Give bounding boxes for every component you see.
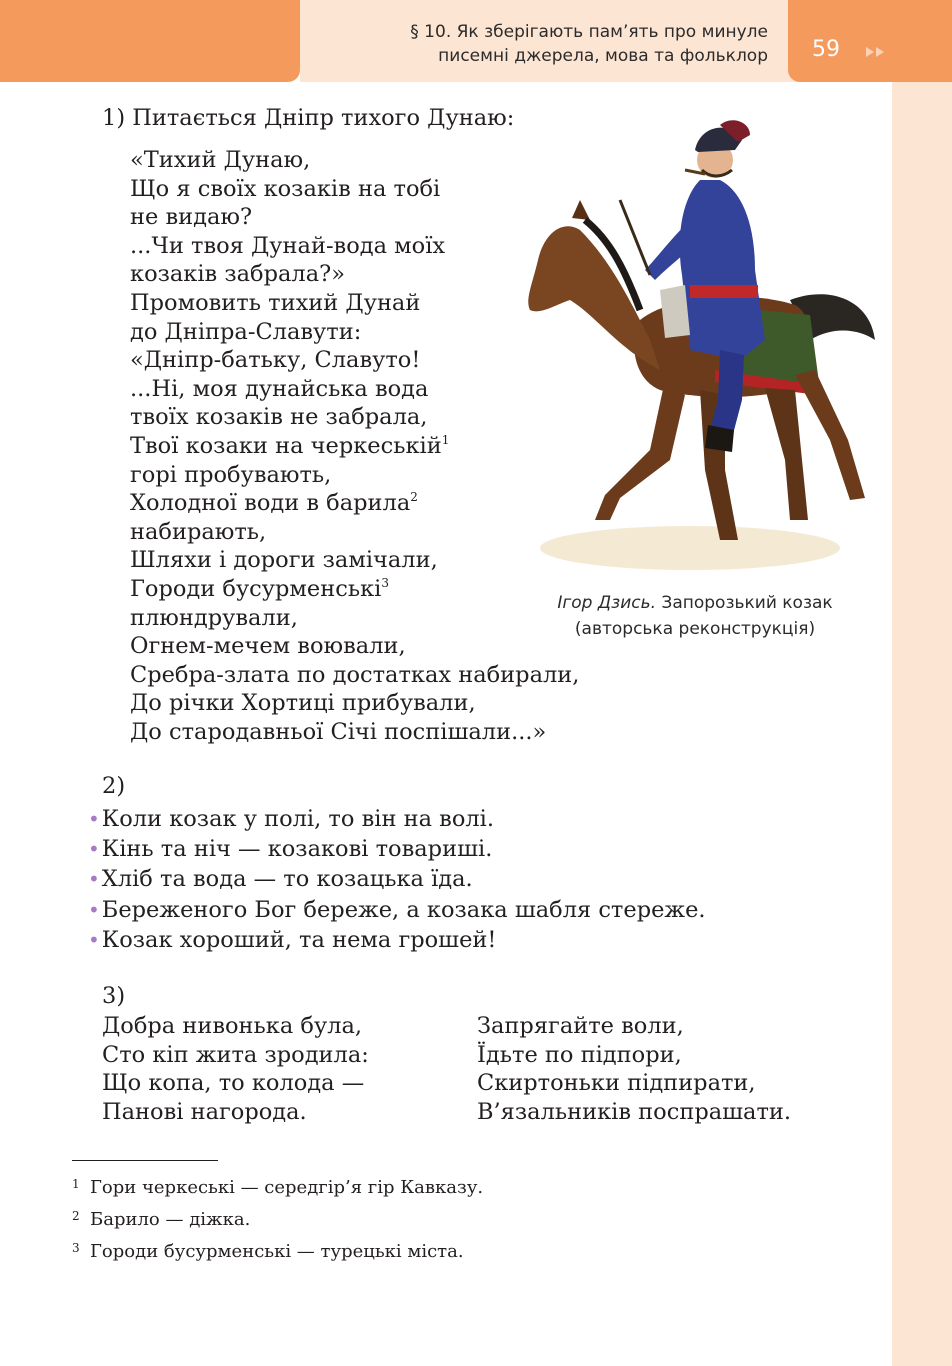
verse-line: Сто кіп жита зродила:	[102, 1041, 369, 1068]
verse-line: Добра нивонька була,	[102, 1013, 363, 1039]
caption-title: Запорозький козак	[661, 593, 833, 613]
verse-left-column	[102, 1012, 369, 1126]
poem-line: набирають,	[130, 518, 267, 545]
verse-line: Що копа, то колода —	[102, 1070, 365, 1097]
poem-line: Промовить тихий Дунай	[130, 289, 421, 316]
footnote-text: Барило — діжка.	[90, 1209, 251, 1230]
poem-line-text: Твої козаки на черкеській	[130, 432, 442, 459]
footnote-mark: 1	[441, 432, 450, 447]
poem-line: Що я своїх козаків на тобі	[130, 175, 441, 202]
double-arrow-right-icon[interactable]	[864, 44, 894, 60]
verse-line: Панові нагорода.	[102, 1098, 307, 1125]
footnote-text: Городи бусурменські — турецькі міста.	[90, 1241, 464, 1262]
proverb-text: Хліб та вода — то козацька їда.	[101, 866, 473, 893]
verse-line: Скиртоньки підпирати,	[477, 1070, 756, 1097]
verse-right-column	[477, 1012, 791, 1126]
section3-heading: 3)	[102, 983, 126, 1009]
poem-line: «Дніпр-батьку, Славуто!	[130, 347, 421, 374]
poem-line: «Тихий Дунаю,	[130, 147, 311, 173]
poem-line-text: Городи бусурменські	[130, 575, 382, 602]
bullet-icon: •	[88, 837, 100, 862]
proverb-text: Береженого Бог береже, а козака шабля стереже.	[101, 896, 706, 923]
poem-line-text: Холодної води в барила	[130, 490, 411, 517]
footnote-divider	[72, 1160, 218, 1161]
footnote-number: 3	[72, 1241, 80, 1255]
section2-heading: 2)	[102, 773, 126, 799]
list-item	[88, 834, 706, 864]
poem-line: козаків забрала?»	[130, 261, 345, 288]
list-item	[88, 804, 706, 834]
poem-line: Шляхи і дороги замічали,	[130, 547, 438, 574]
chapter-title-line2: писемні джерела, мова та фольклор	[438, 46, 768, 66]
chapter-title	[348, 20, 768, 68]
list-item	[88, 895, 706, 925]
proverb-text: Кінь та ніч — козакові товариші.	[101, 836, 493, 863]
side-strip	[892, 0, 952, 1366]
cossack-illustration	[510, 100, 890, 580]
poem-line: До стародавньої Січі поспішали...»	[130, 718, 547, 745]
footnote-number: 1	[72, 1177, 80, 1191]
poem-line: горі пробувають,	[130, 461, 332, 488]
header-accent-bar	[0, 0, 300, 82]
poem-line: до Дніпра-Славути:	[130, 318, 362, 345]
footnote	[72, 1234, 483, 1266]
footnote-text: Гори черкеські — середгір’я гір Кавказу.	[90, 1177, 484, 1198]
poem-line: плюндрували,	[130, 604, 298, 631]
proverb-list	[88, 804, 706, 955]
chapter-title-line1: § 10. Як зберігають пам’ять про минуле	[410, 22, 768, 42]
verse-line: Їдьте по підпори,	[477, 1041, 682, 1068]
bullet-icon: •	[88, 927, 100, 952]
poem-line: не видаю?	[130, 204, 253, 231]
footnote	[72, 1202, 483, 1234]
caption-author: Ігор Дзись.	[557, 593, 657, 613]
bullet-icon: •	[88, 807, 100, 831]
footnote	[72, 1170, 483, 1202]
footnote-mark: 3	[381, 575, 389, 590]
poem-line: Огнем-мечем воювали,	[130, 633, 406, 660]
poem-line: твоїх козаків не забрала,	[130, 404, 428, 431]
caption-line1	[540, 590, 850, 616]
proverb-text: Коли козак у полі, то він на волі.	[101, 806, 495, 832]
caption-note: (авторська реконструкція)	[574, 619, 816, 639]
poem-line: ...Чи твоя Дунай-вода моїх	[130, 232, 446, 259]
list-item	[88, 925, 706, 955]
footnotes	[72, 1170, 483, 1266]
verse-line: Запрягайте воли,	[477, 1013, 684, 1039]
proverb-text: Козак хороший, та нема грошей!	[101, 926, 497, 953]
illustration-caption	[540, 590, 850, 642]
bullet-icon: •	[88, 897, 100, 922]
footnote-number: 2	[72, 1209, 80, 1223]
poem-line: До річки Хортиці прибували,	[130, 690, 476, 717]
poem-line: ...Ні, моя дунайська вода	[130, 375, 429, 402]
poem-line: Сребра-злата по достатках набирали,	[130, 661, 580, 688]
verse-line: В’язальників поспрашати.	[477, 1098, 792, 1125]
bullet-icon: •	[88, 867, 100, 892]
page-number: 59	[812, 37, 840, 62]
section1-heading: 1) Питається Дніпр тихого Дунаю:	[102, 105, 515, 131]
list-item	[88, 864, 706, 894]
footnote-mark: 2	[410, 490, 418, 505]
